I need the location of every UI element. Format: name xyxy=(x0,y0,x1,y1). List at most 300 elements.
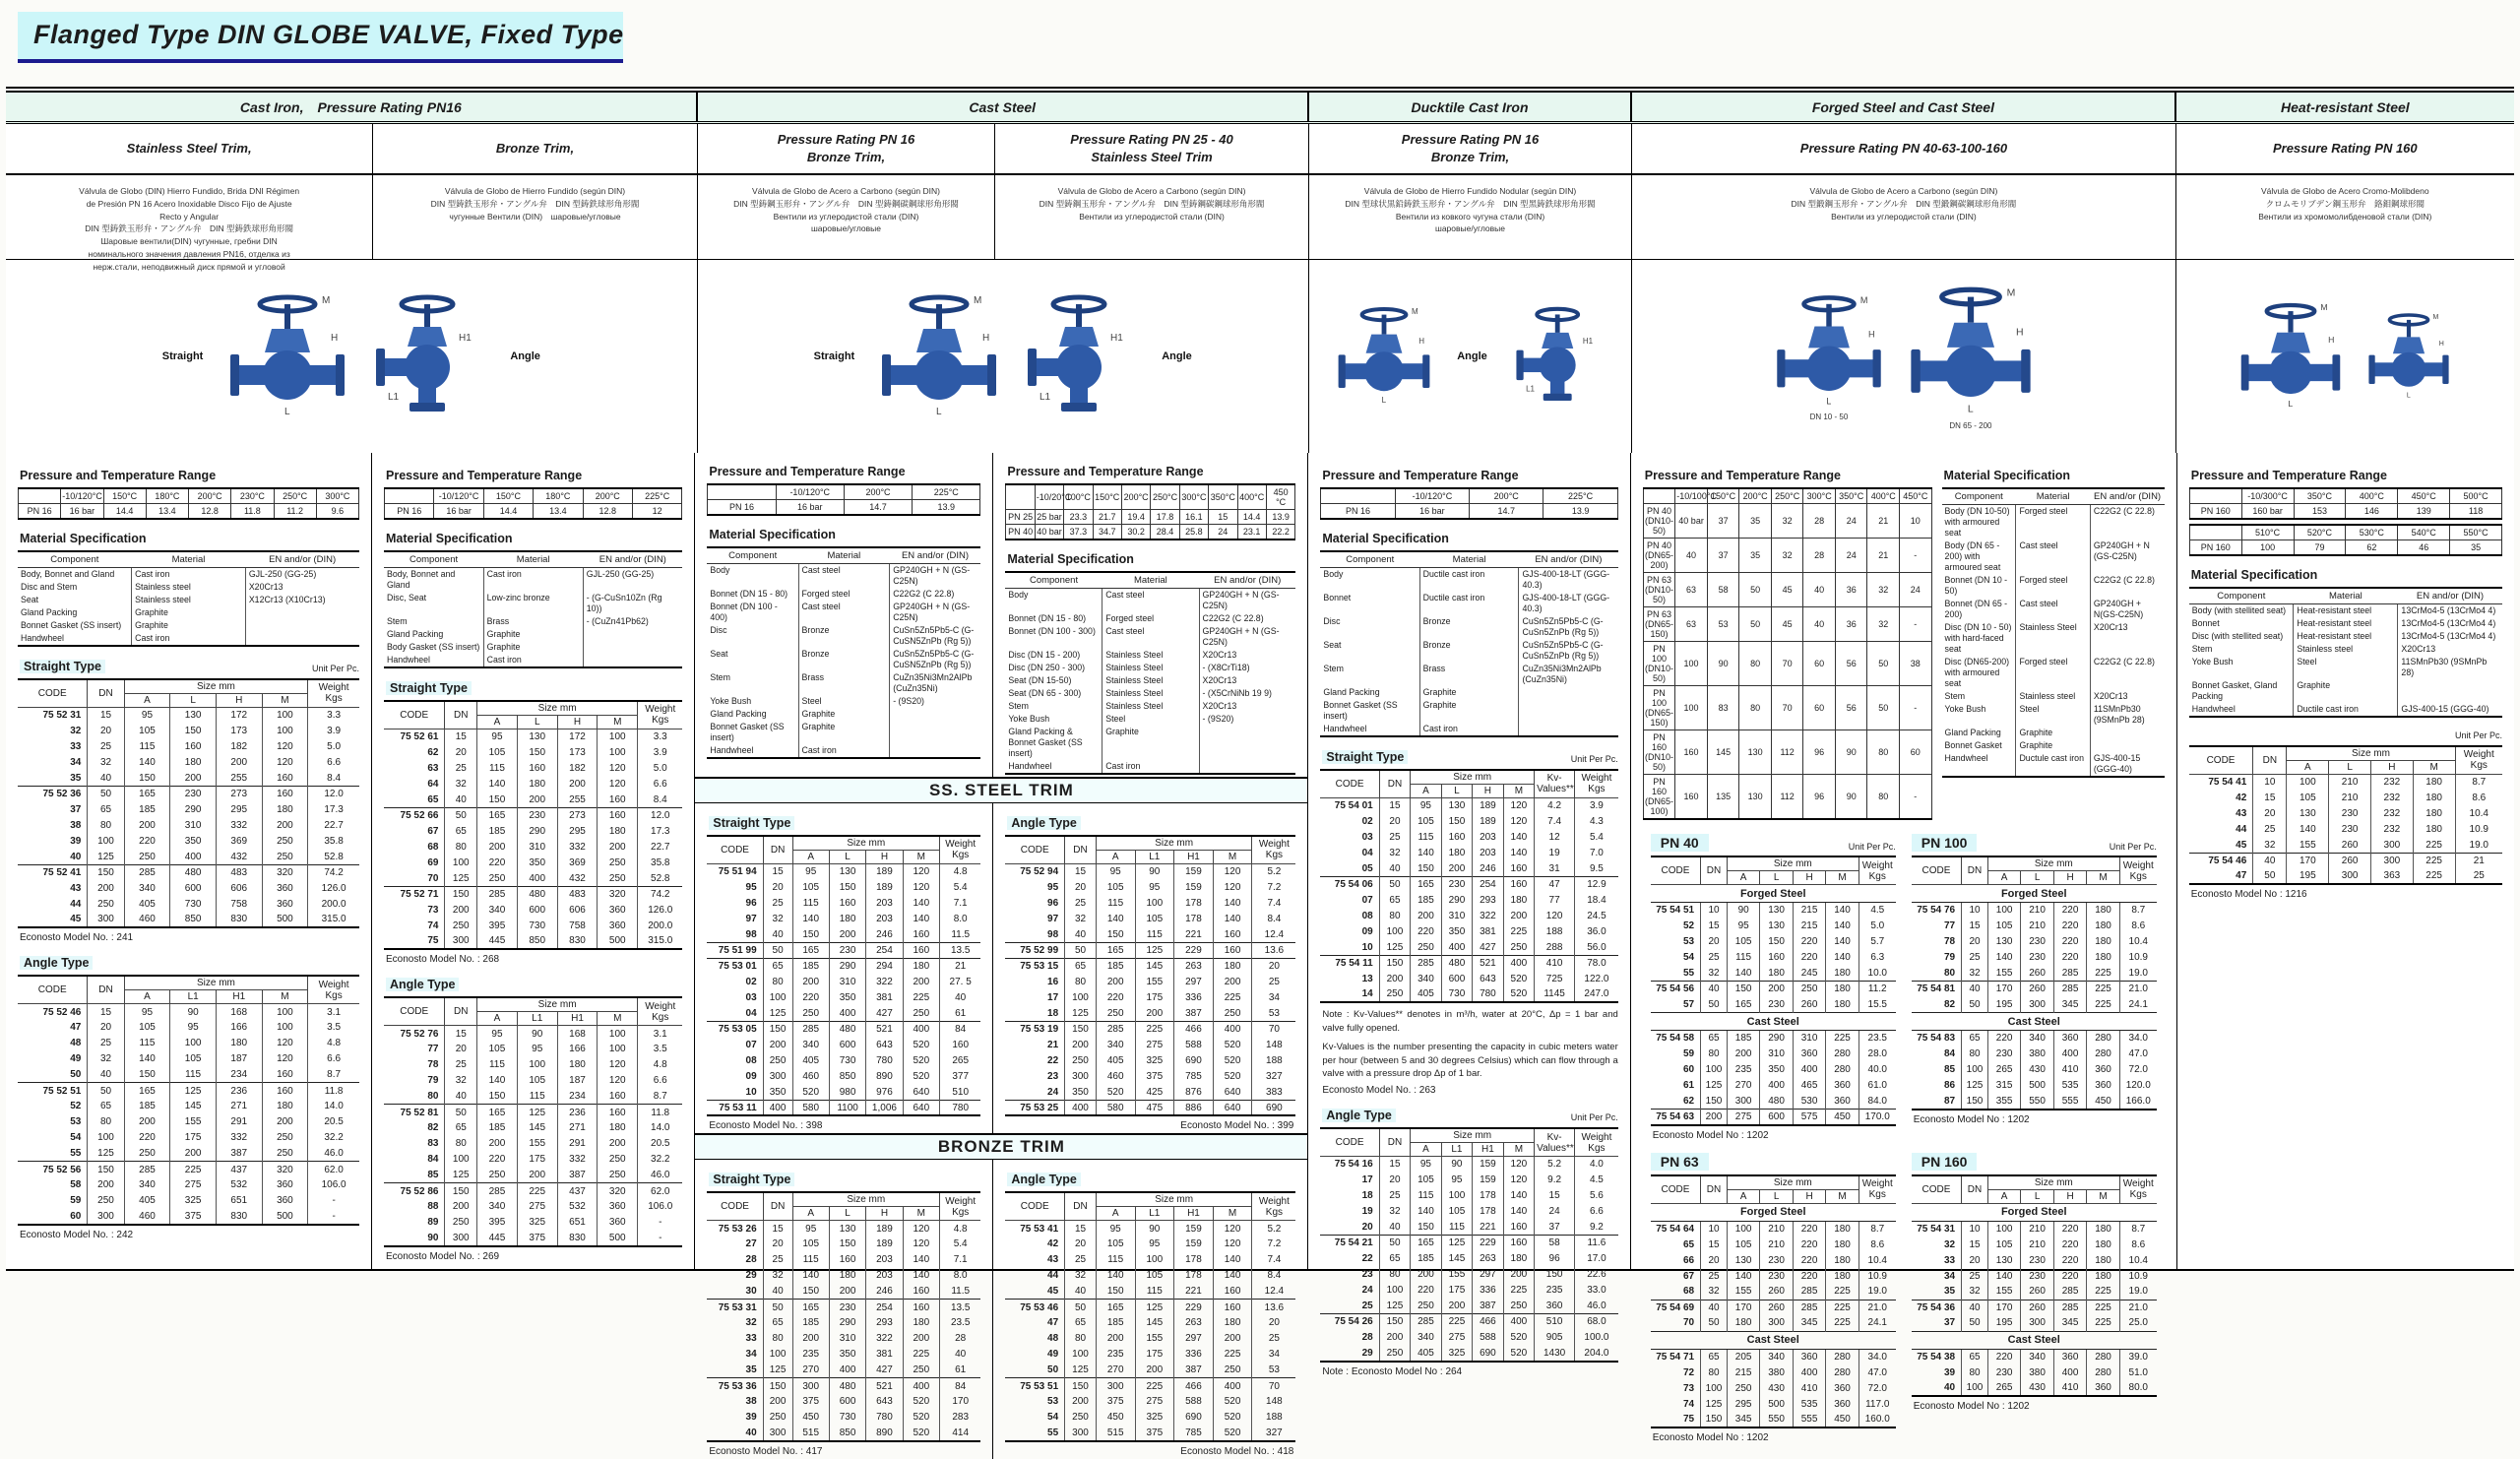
table-row: Stem Brass CuZn35Ni3Mn2AlPb (CuZn35Ni) xyxy=(707,671,980,695)
table-row: Bonnet (DN 15 - 80) Forged steel C22G2 (C 22.8) xyxy=(707,588,980,601)
table-row: 59 250 405 325 651 360 - xyxy=(18,1193,359,1209)
pn160-block xyxy=(1904,1143,2165,1446)
table-row: 43 200 340 600 606 360 126.0 xyxy=(18,880,359,896)
table-row: 33 20 130 230 220 180 10.4 xyxy=(1912,1252,2157,1268)
table-row: 95 20 105 95 159 120 7.2 xyxy=(1005,879,1295,895)
desc-cast-iron-ss xyxy=(6,175,373,272)
material-heading: Material Specification xyxy=(2190,568,2318,582)
material-table-el xyxy=(1005,571,1295,775)
table-row: 04 32 140 180 203 140 19 7.0 xyxy=(1320,845,1617,860)
description-line: DIN 型鋳鉄玉形弁・アングル弁 DIN 型鋳鉄球形角形閥 xyxy=(85,223,293,234)
table-row: 75 54 21 50 165 125 229 160 58 11.6 xyxy=(1320,1236,1617,1251)
table-row: 10 350 520 980 976 640 510 xyxy=(707,1084,980,1100)
table-row: 55 300 515 375 785 520 327 xyxy=(1005,1426,1295,1441)
table-row: 75 52 71 150 285 480 483 320 74.2 xyxy=(384,886,682,902)
table-row: 97 32 140 105 178 140 8.4 xyxy=(1005,911,1295,926)
table-row: Stem Stainless steel X20Cr13 xyxy=(2189,643,2502,656)
dn-range-large: DN 65 - 200 xyxy=(1949,420,1992,430)
table-row: 21 200 340 275 588 520 148 xyxy=(1005,1037,1295,1052)
table-row: 75 54 26 150 285 225 466 400 510 68.0 xyxy=(1320,1314,1617,1330)
forged-pt-block xyxy=(1643,457,1932,824)
table-row: Bonnet Gasket Graphite xyxy=(1942,739,2165,752)
straight-type-heading: Straight Type xyxy=(709,1173,794,1186)
table-row: 62 20 105 150 173 100 3.9 xyxy=(384,744,682,760)
table-row: 98 40 150 115 221 160 12.4 xyxy=(1005,926,1295,942)
dim-table-el xyxy=(1320,769,1617,1004)
pt-heading: Pressure and Temperature Range xyxy=(709,465,906,478)
table-row: Gland Packing Graphite xyxy=(1942,727,2165,739)
material-table-el xyxy=(707,546,980,759)
header-cast-iron-label: Cast Iron, xyxy=(239,98,304,115)
forged-spec-row xyxy=(1643,457,2165,824)
straight-dim-table xyxy=(707,1191,980,1442)
table-row: Handwheel Cast iron xyxy=(707,744,980,758)
table-row: 29 250 405 325 690 520 1430 204.0 xyxy=(1320,1346,1617,1362)
table-row: 82 65 185 145 271 180 14.0 xyxy=(384,1120,682,1136)
table-row: 53 200 375 275 588 520 148 xyxy=(1005,1394,1295,1410)
table-row: 47 65 185 145 263 180 20 xyxy=(1005,1315,1295,1331)
cast-steel-subheader: Cast Steel xyxy=(1651,1331,1896,1349)
unit-label: Unit Per Pc. xyxy=(1570,1112,1618,1123)
table-row: CODE DN Size mm Weight Kgs xyxy=(1005,1192,1295,1207)
table-row: A L H M xyxy=(1320,784,1617,797)
dim-table-el xyxy=(1005,1191,1295,1442)
table-row: A L1 H1 M xyxy=(1005,850,1295,863)
table-row: 58 200 340 275 532 360 106.0 xyxy=(18,1177,359,1193)
table-row: 75 54 11 150 285 480 521 400 410 78.0 xyxy=(1320,955,1617,971)
table-row: Disc (DN 250 - 300) Stainless Steel - (X8CrTi18) xyxy=(1005,662,1295,674)
unit-label: Unit Per Pc. xyxy=(1570,753,1618,764)
table-row: 33 80 200 310 322 200 28 xyxy=(707,1331,980,1347)
model-number: Econosto Model No. : 269 xyxy=(386,1250,500,1262)
pt-heading: Pressure and Temperature Range xyxy=(1322,469,1519,482)
table-row: 74 125 295 500 535 360 117.0 xyxy=(1651,1396,1896,1412)
table-row: PN 16 16 bar 14.4 13.4 12.8 12 xyxy=(385,504,682,520)
unit-label: Unit Per Pc. xyxy=(1848,842,1896,852)
table-row: 34 32 140 180 200 120 6.6 xyxy=(18,754,359,770)
table-row: 39 80 230 380 400 280 51.0 xyxy=(1912,1364,2157,1380)
table-row: Stem Stainless Steel X20Cr13 xyxy=(1005,700,1295,713)
description-line: Вентили из ковкого чугуна стали (DIN) xyxy=(1395,211,1545,222)
description-line: Вентили из хромомолибденовой стали (DIN) xyxy=(2258,211,2432,222)
table-row: Yoke Bush Steel - (9S20) xyxy=(1005,713,1295,726)
table-row: 54 250 450 325 690 520 188 xyxy=(1005,1410,1295,1426)
table-row: 45 300 460 850 830 500 315.0 xyxy=(18,912,359,927)
table-row: 75 52 66 50 165 230 273 160 12.0 xyxy=(384,807,682,823)
cast-steel-valve-images xyxy=(698,260,1309,453)
subheader-ss-trim: Stainless Steel Trim, xyxy=(6,124,373,173)
table-row: A L H M xyxy=(2189,760,2502,774)
table-row: 53 20 105 150 220 140 5.7 xyxy=(1651,934,1896,950)
model-number: Econosto Model No : 1202 xyxy=(1913,1113,2030,1125)
table-row: 75 53 51 150 300 225 466 400 70 xyxy=(1005,1378,1295,1394)
table-row: Body Ductile cast iron GJS-400-18-LT (GGG-40.3) xyxy=(1320,568,1617,592)
model-number: Econosto Model No. : 242 xyxy=(20,1229,134,1240)
table-row: 75 53 05 150 285 480 521 400 84 xyxy=(707,1021,980,1037)
table-row: Body Gasket (SS insert) Graphite xyxy=(384,641,682,654)
table-row: 62 150 300 480 530 360 84.0 xyxy=(1651,1094,1896,1110)
material-table xyxy=(2189,587,2502,718)
table-row: 75 54 56 40 150 200 250 180 11.2 xyxy=(1651,982,1896,997)
table-row: 17 20 105 95 159 120 9.2 4.5 xyxy=(1320,1173,1617,1188)
table-row: 52 15 95 130 215 140 5.0 xyxy=(1651,919,1896,934)
forged-material-block xyxy=(1942,457,2165,824)
table-row: 75 54 01 15 95 130 189 120 4.2 3.9 xyxy=(1320,797,1617,813)
dim-table-el xyxy=(1912,1174,2157,1398)
description-line: Шаровые вентили(DIN) чугунные, гребни DIN xyxy=(100,236,278,246)
material-table-el xyxy=(18,550,359,647)
subheader-bronze-trim: Bronze Trim, xyxy=(373,124,697,173)
dim-table-el xyxy=(1912,856,2157,1110)
pt-table-el xyxy=(1643,487,1932,820)
angle-type-heading: Angle Type xyxy=(1007,816,1080,830)
table-row: 16 80 200 155 297 200 25 xyxy=(1005,974,1295,989)
table-row: PN 160 160 bar 153 146 139 118 xyxy=(2189,504,2501,520)
table-row: 73 200 340 600 606 360 126.0 xyxy=(384,902,682,918)
table-row: 65 15 105 210 220 180 8.6 xyxy=(1651,1237,1896,1252)
table-row: 68 80 200 310 332 200 22.7 xyxy=(384,839,682,855)
table-row: 53 80 200 155 291 200 20.5 xyxy=(18,1114,359,1130)
table-row: 40 125 250 400 432 250 52.8 xyxy=(18,849,359,864)
dim-table-el xyxy=(1005,835,1295,1117)
model-number: Econosto Model No. : 399 xyxy=(1180,1120,1294,1132)
description-line: DIN 型鍛鋼玉形弁・アングル弁 DIN 型鍛鋼碳鋼球形角形閥 xyxy=(1791,198,2017,209)
model-number: Econosto Model No. : 268 xyxy=(386,954,500,966)
dim-table-el xyxy=(707,835,980,1117)
table-row: 75 51 99 50 165 230 254 160 13.5 xyxy=(707,942,980,958)
trim-header-row xyxy=(6,124,2514,175)
header-ductile: Ducktile Cast Iron xyxy=(1309,93,1632,121)
subheader-pn2540-ss: Pressure Rating PN 25 - 40 Stainless Steel Trim xyxy=(995,124,1309,173)
table-row: Body Cast steel GP240GH + N (GS-C25N) xyxy=(707,564,980,588)
pn160-heading: PN 160 xyxy=(1912,1153,1978,1171)
table-row: Bonnet (DN 15 - 80) Forged steel C22G2 (C 22.8) xyxy=(1005,612,1295,625)
table-row: Bonnet (DN 65 - 200) Cast steel GP240GH + N(GS-C25N) xyxy=(1942,598,2165,621)
table-row: CODE DN Size mm Weight Kgs xyxy=(707,1192,980,1207)
table-row: 75 54 51 10 90 130 215 140 4.5 xyxy=(1651,903,1896,919)
pt-table xyxy=(1320,487,1617,520)
table-row: Stem Brass CuZn35Ni3Mn2AlPb (CuZn35Ni) xyxy=(1320,663,1617,686)
description-line: номинального значения давления PN16, отделка из xyxy=(88,248,290,259)
table-row: 32 20 105 150 173 100 3.9 xyxy=(18,723,359,738)
table-row: 17 100 220 175 336 225 34 xyxy=(1005,989,1295,1005)
table-row: 75 53 46 50 165 125 229 160 13.6 xyxy=(1005,1300,1295,1315)
table-row: 13 200 340 600 643 520 725 122.0 xyxy=(1320,971,1617,986)
header-heat: Heat-resistant Steel xyxy=(2280,98,2410,115)
kv-note-line1: Note : Kv-Values** denotes in m³/h, water at 20°C, Δp = 1 bar and valve fully opened. xyxy=(1322,1009,1618,1035)
table-row: 75 54 76 10 100 210 220 180 8.7 xyxy=(1912,903,2157,919)
table-row: 07 200 340 600 643 520 160 xyxy=(707,1037,980,1052)
table-row: 55 32 140 180 245 180 10.0 xyxy=(1651,966,1896,982)
description-line: Válvula de Globo de Hierro Fundido (según DIN) xyxy=(444,186,626,196)
material-heading: Material Specification xyxy=(1322,532,1449,545)
table-row: Bonnet Gasket (SS insert) Graphite xyxy=(1320,699,1617,723)
table-row: A L H M xyxy=(1651,1189,1896,1203)
table-row: 29 32 140 180 203 140 8.0 xyxy=(707,1268,980,1284)
table-row: 25 125 250 200 387 250 360 46.0 xyxy=(1320,1299,1617,1314)
table-row: 85 125 250 200 387 250 46.0 xyxy=(384,1168,682,1183)
straight-image-label: Straight xyxy=(813,350,855,362)
table-row: 33 25 115 160 182 120 5.0 xyxy=(18,738,359,754)
table-row: Bonnet Gasket, Gland Packing Graphite xyxy=(2189,679,2502,703)
model-number: Econosto Model No. : 263 xyxy=(1322,1085,1436,1097)
catalog-sheet xyxy=(6,87,2514,1457)
table-row: 75 54 81 40 170 260 285 225 21.0 xyxy=(1912,982,2157,997)
table-row: PN 40 (DN10-50) 40 bar 37 35 32 28 24 21 10 xyxy=(1643,504,1931,539)
table-row: 85 100 265 430 410 360 72.0 xyxy=(1912,1062,2157,1078)
table-row: 19 32 140 105 178 140 24 6.6 xyxy=(1320,1204,1617,1220)
column-heat-resistant xyxy=(2177,453,2514,1269)
header-cast-steel: Cast Steel xyxy=(698,93,1309,121)
straight-image-label: Straight xyxy=(161,350,204,362)
table-row: Yoke Bush Steel 11SMnPb30 (9SMnPb 28) xyxy=(2189,656,2502,679)
dn-range-small: DN 10 - 50 xyxy=(1809,412,1849,421)
table-row: 18 25 115 100 178 140 15 5.6 xyxy=(1320,1188,1617,1204)
table-row: 22 65 185 145 263 180 96 17.0 xyxy=(1320,1251,1617,1267)
table-row: 32 65 185 290 293 180 23.5 xyxy=(707,1315,980,1331)
angle-type-heading: Angle Type xyxy=(20,956,93,970)
table-row: PN 16 16 bar 14.7 13.9 xyxy=(708,500,980,516)
table-row: PN 63 (DN10-50) 63 58 50 45 40 36 32 24 xyxy=(1643,573,1931,607)
table-row: Handwheel Cast iron xyxy=(384,654,682,667)
table-row: 45 32 155 260 300 225 19.0 xyxy=(2189,837,2502,853)
bronze-trim-banner: BRONZE TRIM xyxy=(695,1133,1307,1160)
table-row: 09 300 460 850 890 520 377 xyxy=(707,1068,980,1084)
table-row: 75 54 58 65 185 290 310 225 23.5 xyxy=(1651,1031,1896,1047)
description-row xyxy=(6,175,2514,272)
angle-valve-illustration xyxy=(372,291,484,421)
table-row: Disc Bronze CuSn5Zn5Pb5-C (G-CuSn5ZnPb (Rg 5)) xyxy=(1320,615,1617,639)
table-row: 86 125 315 500 535 360 120.0 xyxy=(1912,1078,2157,1094)
straight-dim-table xyxy=(1320,769,1617,1004)
table-row: CODE DN Size mm Kv- Values** Weight Kgs xyxy=(1320,1128,1617,1143)
pn100-block xyxy=(1904,824,2165,1143)
table-row: Disc (with stellited seat) Heat-resistant steel 13CrMo4-5 (13CrMo4 4) xyxy=(2189,630,2502,643)
cast-steel-subheader: Cast Steel xyxy=(1651,1013,1896,1031)
material-table-el xyxy=(384,550,682,668)
table-row: A L1 H1 M xyxy=(1320,1143,1617,1157)
table-row: Body (with stellited seat) Heat-resistant steel 13CrMo4-5 (13CrMo4 4) xyxy=(2189,604,2502,617)
model-number: Econosto Model No. : 398 xyxy=(709,1120,823,1132)
angle-image-label: Angle xyxy=(1457,350,1487,362)
table-row: Disc Bronze CuSn5Zn5Pb5-C (G-CuSN5ZnPb (Rg 5)) xyxy=(707,624,980,648)
description-line: Вентили из углеродистой стали (DIN) xyxy=(1831,211,1977,222)
table-row: 35 125 270 400 427 250 61 xyxy=(707,1363,980,1378)
table-row: 55 125 250 200 387 250 46.0 xyxy=(18,1146,359,1162)
angle-type-heading: Angle Type xyxy=(1322,1109,1395,1122)
desc-cast-iron-bronze xyxy=(373,175,697,259)
table-row: 75 150 345 550 555 450 160.0 xyxy=(1651,1412,1896,1427)
table-row: CODE DN Size mm Weight Kgs xyxy=(384,701,682,716)
table-row: Seat Stainless steel X12Cr13 (X10Cr13) xyxy=(18,594,359,606)
table-row: 65 40 150 200 255 160 8.4 xyxy=(384,792,682,807)
straight-valve-illustration xyxy=(1337,304,1431,409)
table-row: Gland Packing Graphite xyxy=(384,628,682,641)
straight-valve-illustration xyxy=(228,291,346,421)
table-row: 30 40 150 200 246 160 11.5 xyxy=(707,1284,980,1300)
table-row: Bonnet Gasket (SS insert) Graphite xyxy=(707,721,980,744)
description-line: шаровые/угловые xyxy=(1435,223,1506,234)
ss-trim-straight-block xyxy=(695,803,993,1134)
bronze-trim-tables-row xyxy=(695,1160,1307,1459)
description-line: шаровые/угловые xyxy=(810,223,881,234)
ss-trim-tables-row xyxy=(695,803,1307,1134)
table-row: 75 52 86 150 285 225 437 320 62.0 xyxy=(384,1183,682,1199)
table-row: CODE DN Size mm Weight Kgs xyxy=(1005,836,1295,851)
pt-table xyxy=(1005,483,1295,540)
material-table xyxy=(1320,550,1617,737)
material-heading: Material Specification xyxy=(1943,469,2071,482)
table-row: Handwheel Cast iron xyxy=(1005,760,1295,774)
heat-dim-table xyxy=(2189,745,2502,886)
straight-dim-table xyxy=(707,835,980,1117)
table-row: 38 200 375 600 643 520 170 xyxy=(707,1394,980,1410)
table-row: 70 125 250 400 432 250 52.8 xyxy=(384,870,682,886)
table-row: 44 25 140 230 232 180 10.9 xyxy=(2189,821,2502,837)
table-row: 90 300 445 375 830 500 - xyxy=(384,1231,682,1246)
table-row: 52 65 185 145 271 180 14.0 xyxy=(18,1099,359,1114)
table-row: 64 32 140 180 200 120 6.6 xyxy=(384,776,682,792)
table-row: PN 160 (DN65-100) 160 135 130 112 96 90 80 - xyxy=(1643,775,1931,820)
table-row: 24 350 520 425 876 640 383 xyxy=(1005,1084,1295,1100)
table-row: 37 50 195 300 345 225 25.0 xyxy=(1912,1315,2157,1331)
table-row: Seat (DN 65 - 300) Stainless Steel - (X5CrNiNb 19 9) xyxy=(1005,687,1295,700)
pt-table-1 xyxy=(2189,487,2502,520)
table-row: Seat Bronze CuSn5Zn5Pb5-C (G-CuSn5ZnPb (Rg 5)) xyxy=(1320,639,1617,663)
column-ductile-cast-iron xyxy=(1308,453,1630,1377)
table-row: 54 25 115 160 220 140 6.3 xyxy=(1651,950,1896,966)
bronze-trim-straight-block xyxy=(695,1160,993,1459)
desc-heat xyxy=(2176,175,2514,259)
cast-steel-spec-row xyxy=(695,453,1307,777)
table-row: CODE DN Size mm Weight Kgs xyxy=(18,976,359,990)
table-row: Handwheel Ductile cast iron GJS-400-15 (GGG-40) xyxy=(2189,703,2502,717)
material-table-el xyxy=(1320,550,1617,737)
pt-table-el xyxy=(18,487,359,520)
table-row: -10/100°C 150°C 200°C 250°C 300°C 350°C 400°C 450°C xyxy=(1643,488,1931,504)
forged-valve-small xyxy=(1775,292,1883,421)
table-row: 87 150 355 550 555 450 166.0 xyxy=(1912,1094,2157,1110)
dim-table-el xyxy=(18,678,359,929)
forged-valve-photo xyxy=(1775,292,1883,411)
description-line: de Presión PN 16 Acero Inoxidable Disco Fijo de Ajuste xyxy=(86,198,292,209)
table-row: Component Material EN and/or (DIN) xyxy=(707,547,980,564)
table-row: CODE DN Size mm Weight Kgs xyxy=(384,997,682,1012)
table-row: 48 80 200 155 297 200 25 xyxy=(1005,1331,1295,1347)
dim-table-el xyxy=(1651,856,1896,1126)
table-row: 75 53 26 15 95 130 189 120 4.8 xyxy=(707,1221,980,1237)
table-row: 35 40 150 200 255 160 8.4 xyxy=(18,770,359,786)
table-row: 75 52 99 50 165 125 229 160 13.6 xyxy=(1005,942,1295,958)
table-row: 74 250 395 730 758 360 200.0 xyxy=(384,918,682,933)
table-row: PN 16 16 bar 14.4 13.4 12.8 11.8 11.2 9.6 xyxy=(19,504,359,520)
heat-valve-illustration xyxy=(2239,299,2342,413)
pn40-block xyxy=(1643,824,1904,1143)
model-number: Econosto Model No. : 417 xyxy=(709,1445,823,1457)
table-row: 45 40 150 115 221 160 12.4 xyxy=(1005,1284,1295,1300)
table-row: Component Material EN and/or (DIN) xyxy=(384,551,682,568)
table-row: 75 53 01 65 185 290 294 180 21 xyxy=(707,958,980,974)
table-row: PN 40 40 bar 37.3 34.7 30.2 28.4 25.8 24 23.1 22.2 xyxy=(1006,525,1295,540)
table-row: 60 300 460 375 830 500 - xyxy=(18,1209,359,1225)
table-row: Disc, Seat Low-zinc bronze - (G-CuSn10Zn (Rg 10)) xyxy=(384,592,682,615)
table-row: PN 25 25 bar 23.3 21.7 19.4 17.8 16.1 15 14.4 13.9 xyxy=(1006,510,1295,525)
pn100-dim-table xyxy=(1912,856,2157,1110)
table-row: CODE DN Size mm Weight Kgs xyxy=(1912,856,2157,871)
table-row: 75 52 56 150 285 225 437 320 62.0 xyxy=(18,1162,359,1177)
column-cast-steel xyxy=(695,453,1308,1457)
cast-steel-pn16-specs xyxy=(695,453,993,777)
angle-dim-table xyxy=(1005,835,1295,1117)
table-row: A L1 H1 M xyxy=(18,990,359,1004)
model-number: Econosto Model No : 1202 xyxy=(1652,1129,1769,1141)
ss-steel-trim-banner: SS. STEEL TRIM xyxy=(695,777,1307,803)
table-row: 80 40 150 115 234 160 8.7 xyxy=(384,1089,682,1105)
forged-steel-subheader: Forged Steel xyxy=(1651,885,1896,903)
description-line: Recto y Angular xyxy=(159,211,220,222)
table-row: 75 53 41 15 95 90 159 120 5.2 xyxy=(1005,1221,1295,1237)
forged-steel-subheader: Forged Steel xyxy=(1912,1203,2157,1221)
table-row: Handwheel Cast iron xyxy=(1320,723,1617,736)
table-row: Yoke Bush Steel - (9S20) xyxy=(707,695,980,708)
forged-valve-drawing xyxy=(1909,284,2033,419)
bronze-trim-angle-block xyxy=(993,1160,1307,1459)
page-title: Flanged Type DIN GLOBE VALVE, Fixed Type xyxy=(18,12,623,63)
straight-type-heading: Straight Type xyxy=(386,681,472,695)
description-line: Válvula de Globo de Acero a Carbono (según DIN) xyxy=(1809,186,1998,196)
table-row: 20 40 150 115 221 160 37 9.2 xyxy=(1320,1220,1617,1236)
pt-table-2 xyxy=(2189,524,2502,556)
table-row: 37 65 185 290 295 180 17.3 xyxy=(18,801,359,817)
forged-valve-photos xyxy=(1632,260,2175,453)
table-row: 38 80 200 310 332 200 22.7 xyxy=(18,817,359,833)
angle-dim-table xyxy=(1005,1191,1295,1442)
table-row: 96 25 115 160 203 140 7.1 xyxy=(707,895,980,911)
table-row: A L H M xyxy=(384,715,682,729)
angle-dim-table xyxy=(1320,1127,1617,1363)
table-row: 63 25 115 160 182 120 5.0 xyxy=(384,760,682,776)
table-row: 75 53 11 400 580 1100 1,006 640 780 xyxy=(707,1100,980,1115)
table-row: 73 100 250 430 410 360 72.0 xyxy=(1651,1380,1896,1396)
table-row: Gland Packing Graphite xyxy=(707,708,980,721)
forged-steel-subheader: Forged Steel xyxy=(1912,885,2157,903)
table-row: 75 54 06 50 165 230 254 160 47 12.9 xyxy=(1320,876,1617,892)
header-cast-iron-pn: Pressure Rating PN16 xyxy=(317,98,462,115)
unit-label: Unit Per Pc. xyxy=(2109,842,2157,852)
table-row: 75 51 94 15 95 130 189 120 4.8 xyxy=(707,863,980,879)
ductile-valve-images xyxy=(1309,260,1632,453)
table-row: 54 100 220 175 332 250 32.2 xyxy=(18,1130,359,1146)
pn100-heading: PN 100 xyxy=(1912,834,1978,852)
straight-dim-table xyxy=(18,678,359,929)
table-row: 75 52 94 15 95 90 159 120 5.2 xyxy=(1005,863,1295,879)
table-row: A L H M xyxy=(707,1207,980,1221)
table-row: 27 20 105 150 189 120 5.4 xyxy=(707,1237,980,1252)
table-row: 84 80 230 380 400 280 47.0 xyxy=(1912,1047,2157,1062)
description-line: нерж.стали, неподвижный диск прямой и угловой xyxy=(93,261,285,272)
table-row: Bonnet (DN 10 - 50) Forged steel C22G2 (C 22.8) xyxy=(1942,574,2165,598)
table-row: 60 100 235 350 400 280 40.0 xyxy=(1651,1062,1896,1078)
table-row: 49 100 235 175 336 225 34 xyxy=(1005,1347,1295,1363)
table-row: -10/120°C 200°C 225°C xyxy=(708,484,980,500)
table-row: 84 100 220 175 332 250 32.2 xyxy=(384,1152,682,1168)
table-row: 67 65 185 290 295 180 17.3 xyxy=(384,823,682,839)
pn63-block xyxy=(1643,1143,1904,1446)
table-row: 75 52 51 50 165 125 236 160 11.8 xyxy=(18,1083,359,1099)
description-line: чугунные Вентили (DIN) шаровые/угловые xyxy=(449,211,621,222)
table-row: Component Material EN and/or (DIN) xyxy=(2189,588,2502,604)
main-content xyxy=(6,453,2514,1457)
